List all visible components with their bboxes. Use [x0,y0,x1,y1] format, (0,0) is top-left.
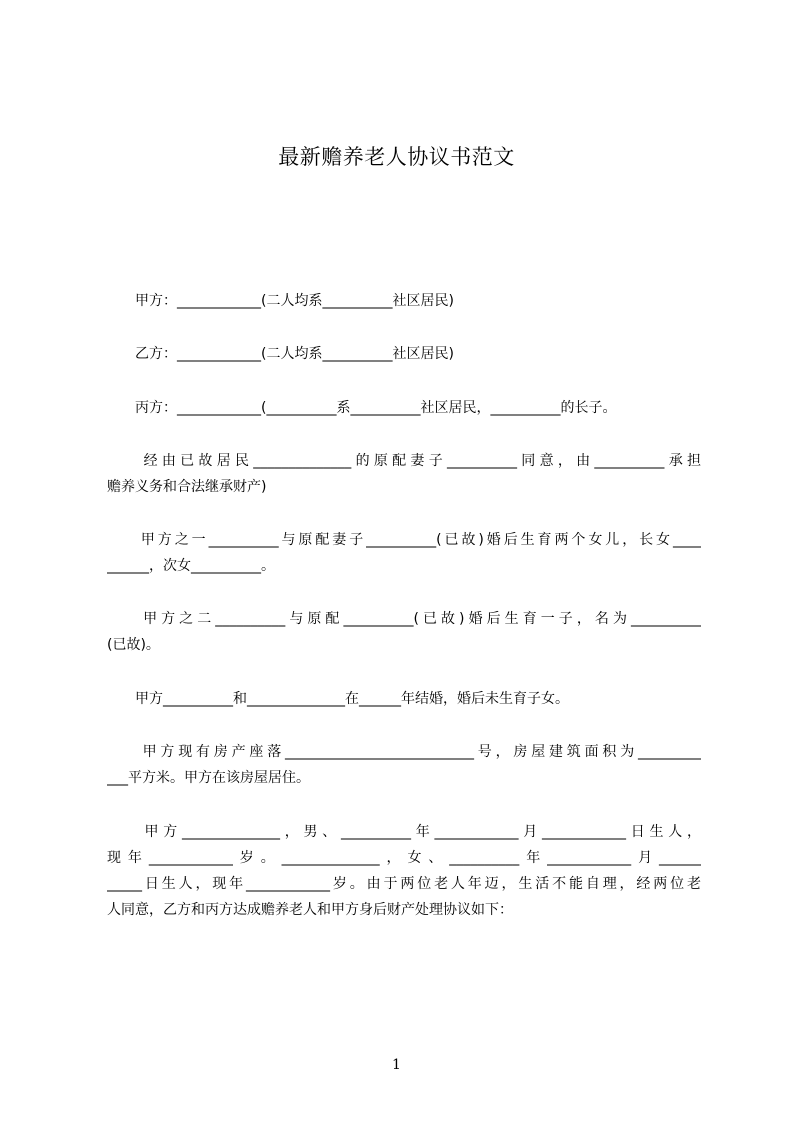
text-line: _____日生人，现年____________岁。由于两位老人年迈，生活不能自理，经两位老 [107,876,701,892]
text-line: ______，次女__________。 [107,558,275,574]
paragraph-party-a-two [107,606,701,658]
text-line: ___平方米。甲方在该房屋居住。 [107,770,310,786]
text-line: 甲方之一__________与原配妻子__________(已故)婚后生育两个女儿，长女____ [107,532,701,548]
text-line: 甲方现有房产座落___________________________号，房屋建筑面积为_________ [107,744,701,760]
text-line: 赡养义务和合法继承财产) [107,479,267,495]
paragraph-party-a [107,288,701,314]
text-line: 甲方：____________(二人均系__________社区居民) [107,293,454,309]
text-line: 甲方__________和______________在______年结婚，婚后未生育子女。 [107,691,569,707]
paragraph-marriage [107,686,701,712]
text-line: 人同意，乙方和丙方达成赡养老人和甲方身后财产处理协议如下： [107,902,513,918]
text-line: 丙方：____________(__________系__________社区居民，__________的长子。 [107,400,617,416]
document-title: 最新赡养老人协议书范文 [278,145,515,169]
text-line: 乙方：____________(二人均系__________社区居民) [107,346,454,362]
paragraph-consent [107,448,701,500]
paragraph-property [107,739,701,791]
page-number: 1 [392,1057,401,1073]
paragraph-party-b [107,341,701,367]
text-line: (已故)。 [107,637,160,653]
paragraph-party-a-one [107,527,701,579]
text-line: 经由已故居民______________的原配妻子__________同意，由__________承担 [107,453,701,469]
text-line: 甲方______________，男、__________年____________月____________日生人， [107,824,701,840]
paragraph-party-c [107,395,701,421]
text-line: 现年____________岁。______________，女、__________年____________月______ [107,850,701,866]
text-line: 甲方之二__________与原配__________(已故)婚后生育一子，名为__________ [107,611,701,627]
paragraph-elders [107,819,701,923]
